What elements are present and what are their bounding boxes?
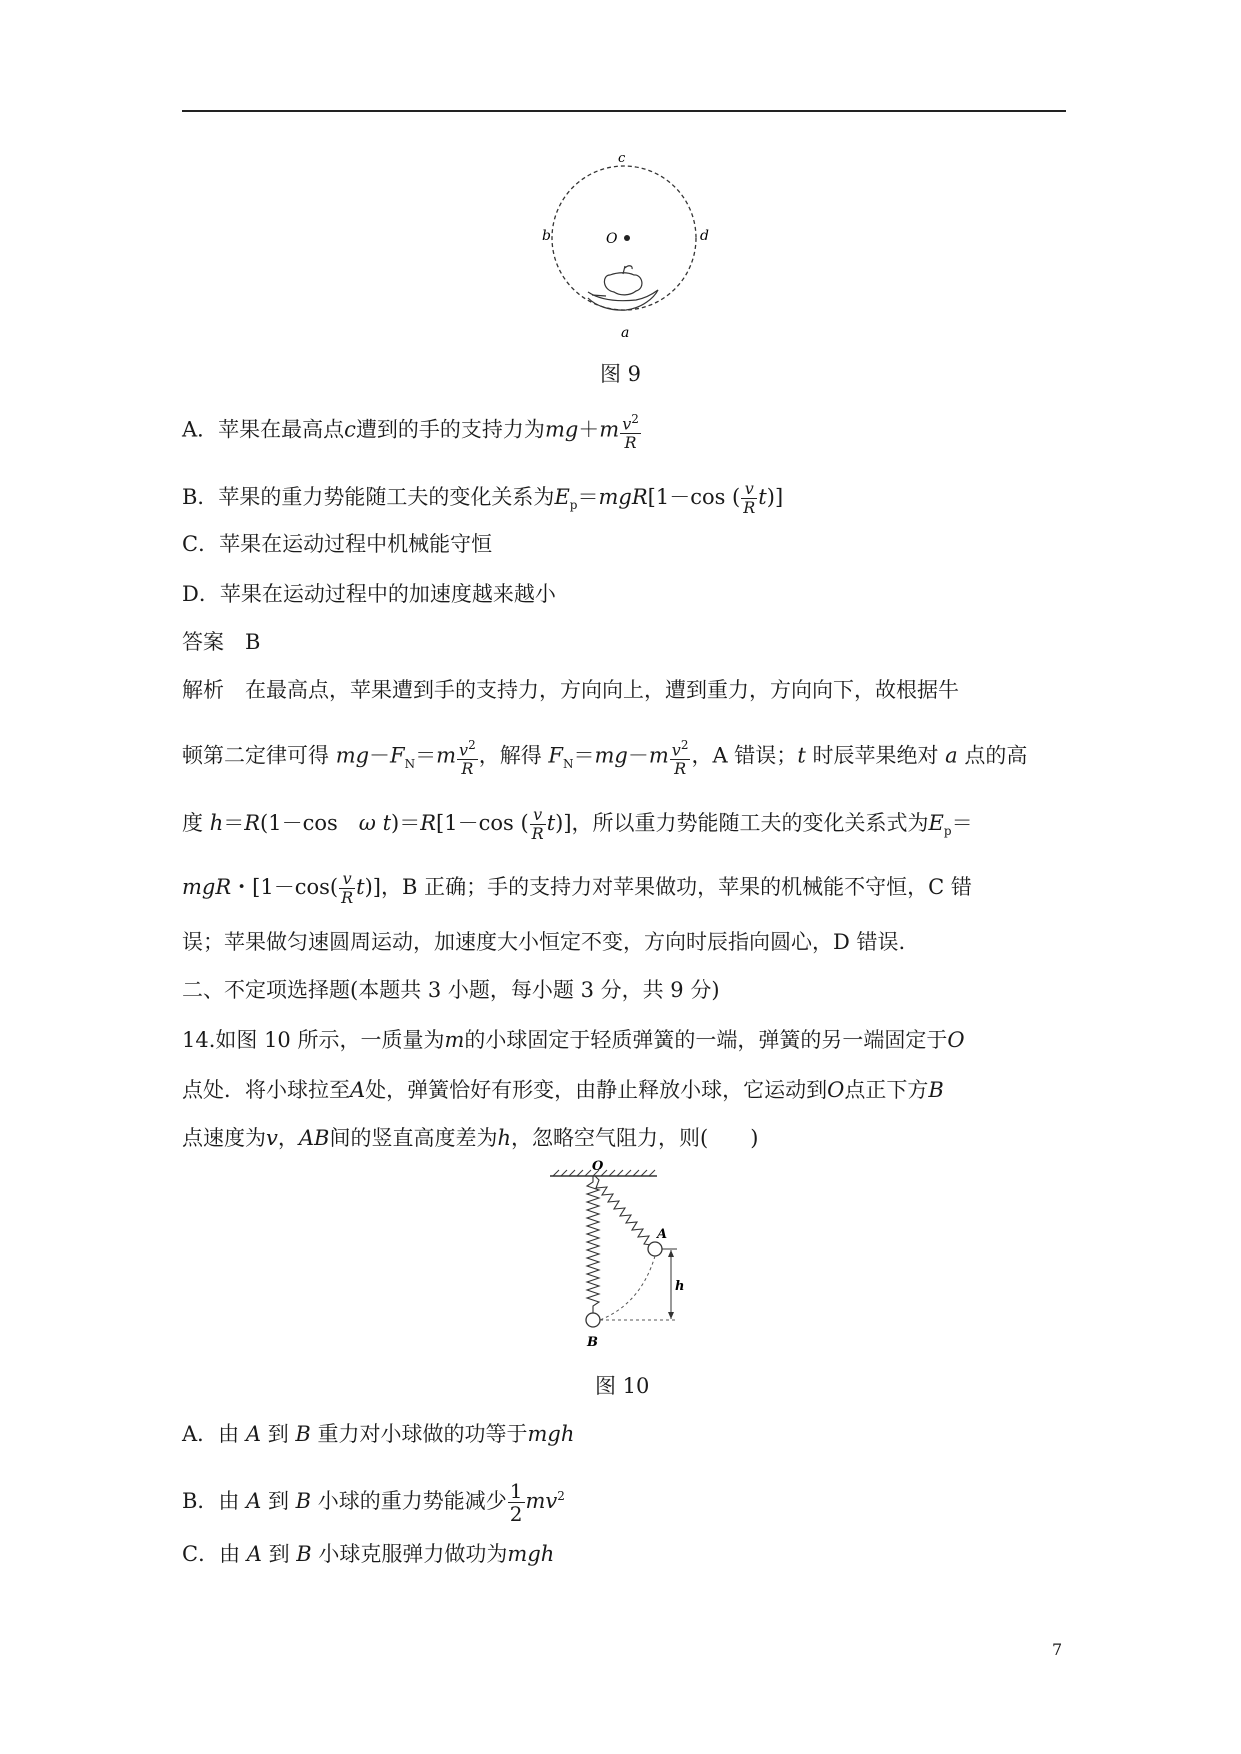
analysis-line-3: 度 h＝R(1－cos ω t)＝R[1－cos ( $\frac{v}{R}$ t)]，所以重力势能随工夫的变化关系式为$E_p=$ bbox=[182, 805, 973, 843]
q14-stem-line-1: 14.如图 10 所示，一质量为m的小球固定于轻质弹簧的一端，弹簧的另一端固定于O bbox=[182, 1028, 965, 1052]
q14-option-a: A．由 A 到 B 重力对小球做的功等于mgh bbox=[182, 1422, 575, 1446]
fraction-v-over-r: $\frac{v}{R}$ bbox=[531, 805, 544, 843]
label-d: d bbox=[700, 228, 709, 244]
fraction-v2-over-r: $\frac{v^2}{R}$ bbox=[622, 412, 639, 453]
analysis-line-4: mgR・[1－cos( $\frac{v}{R}$ t)]，B 正确；手的支持力对苹果做功，苹果的机械能不守恒，C 错 bbox=[182, 869, 972, 907]
q14-option-c: C．由 A 到 B 小球克服弹力做功为mgh bbox=[182, 1542, 555, 1566]
fraction-one-half: $\frac{1}{2}$ bbox=[509, 1479, 523, 1526]
q14-stem-line-3: 点速度为v，AB间的竖直高度差为h，忽略空气阻力，则( ) bbox=[182, 1126, 759, 1150]
spring-angled bbox=[595, 1176, 651, 1245]
label-c: c bbox=[618, 151, 626, 166]
label-A: A bbox=[657, 1227, 668, 1242]
q13-option-a: A．苹果在最高点c遭到的手的支持力为mg＋m $\frac{v^2}{R}$ bbox=[182, 412, 639, 453]
fraction-v-over-r: $\frac{v}{R}$ bbox=[341, 869, 354, 907]
figure-10-diagram bbox=[545, 1160, 705, 1355]
figure-10-caption: 图 10 bbox=[595, 1374, 650, 1398]
figure-9-caption: 图 9 bbox=[600, 362, 642, 386]
fraction-v2-over-r: $\frac{v^2}{R}$ bbox=[459, 738, 476, 779]
q14-stem-line-2: 点处．将小球拉至A处，弹簧恰好有形变，由静止释放小球，它运动到O点正下方B bbox=[182, 1078, 944, 1102]
trajectory-arc bbox=[600, 1256, 655, 1320]
ball-A bbox=[648, 1242, 662, 1256]
fraction-v-over-r: $\frac{v}{R}$ bbox=[743, 479, 756, 517]
label-B: B bbox=[587, 1335, 598, 1350]
q13-option-b: B．苹果的重力势能随工夫的变化关系为$E_p=mgR[1-\cos$ ( $\frac{v}{R}$ t)] bbox=[182, 479, 784, 517]
analysis-line-5: 误；苹果做匀速圆周运动，加速度大小恒定不变，方向时辰指向圆心，D 错误. bbox=[182, 930, 906, 954]
center-point-o bbox=[624, 235, 630, 241]
q14-option-b: B．由 A 到 B 小球的重力势能减少 $\frac{1}{2}$ $mv^2$ bbox=[182, 1479, 565, 1526]
ball-B bbox=[586, 1313, 600, 1327]
analysis-line-1: 解析 在最高点，苹果遭到手的支持力，方向向上，遭到重力，方向向下，故根据牛 bbox=[182, 678, 959, 702]
page-number: 7 bbox=[1052, 1640, 1063, 1659]
label-a: a bbox=[621, 325, 630, 341]
analysis-line-2: 顿第二定律可得 $mg-F_N=m$ $\frac{v^2}{R}$ ，解得 $F_N=mg-m$ $\frac{v^2}{R}$ ，A 错误；t 时辰苹果绝对 a 点的高 bbox=[182, 738, 1028, 779]
fraction-v2-over-r: $\frac{v^2}{R}$ bbox=[671, 738, 689, 779]
q13-option-d: D．苹果在运动过程中的加速度越来越小 bbox=[182, 582, 556, 606]
label-h: h bbox=[675, 1279, 685, 1294]
hand-with-apple-icon bbox=[588, 266, 658, 310]
spring-vertical bbox=[587, 1176, 599, 1313]
figure-9-diagram bbox=[530, 150, 720, 345]
label-o: O bbox=[606, 231, 618, 247]
label-b: b bbox=[542, 228, 551, 244]
label-O: O bbox=[592, 1160, 604, 1174]
q13-option-c: C．苹果在运动过程中机械能守恒 bbox=[182, 532, 493, 556]
q13-answer: 答案 B bbox=[182, 630, 261, 654]
ceiling-hatch bbox=[550, 1170, 657, 1176]
section-2-heading: 二、不定项选择题(本题共 3 小题，每小题 3 分，共 9 分) bbox=[182, 978, 720, 1002]
header-rule bbox=[182, 110, 1066, 112]
